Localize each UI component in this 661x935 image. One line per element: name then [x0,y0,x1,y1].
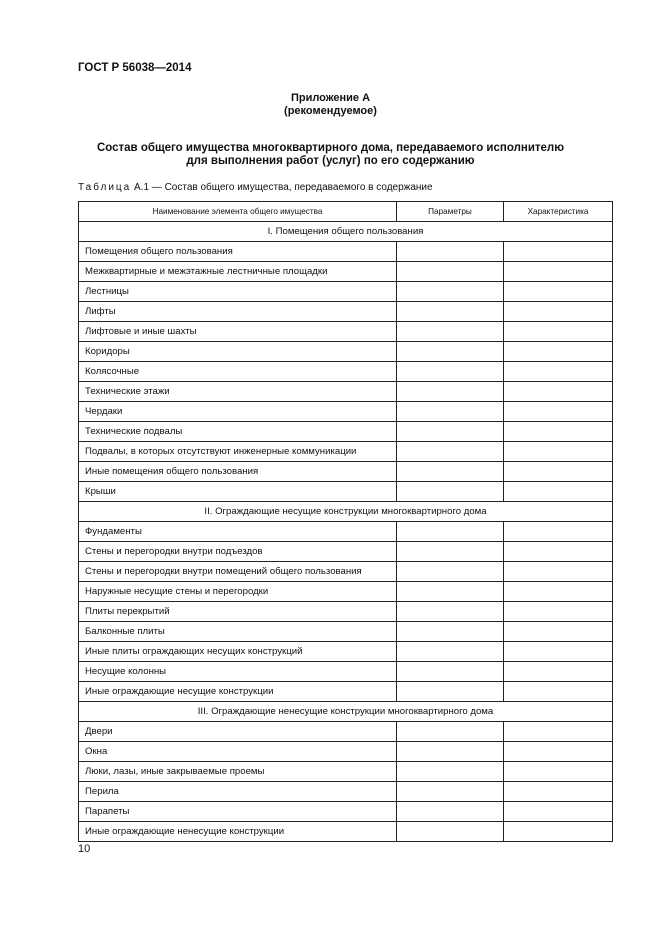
characteristic-cell [504,742,613,762]
section-row-title: III. Ограждающие ненесущие конструкции многоквартирного дома [79,702,613,722]
table-row [79,802,613,822]
table-row [79,562,613,582]
table-row [79,422,613,442]
characteristic-cell [504,562,613,582]
parameters-cell [397,382,504,402]
element-name-cell: Межквартирные и межэтажные лестничные площадки [79,262,397,282]
characteristic-cell [504,242,613,262]
section-row-title: I. Помещения общего пользования [79,222,613,242]
element-name-cell: Окна [79,742,397,762]
parameters-cell [397,622,504,642]
characteristic-cell [504,402,613,422]
parameters-cell [397,542,504,562]
section-row-title: II. Ограждающие несущие конструкции многоквартирного дома [79,502,613,522]
section-row [79,502,613,522]
characteristic-cell [504,802,613,822]
parameters-cell [397,242,504,262]
characteristic-cell [504,602,613,622]
characteristic-cell [504,722,613,742]
element-name-cell: Технические подвалы [79,422,397,442]
parameters-cell [397,582,504,602]
table-row [79,602,613,622]
table-row [79,622,613,642]
characteristic-cell [504,442,613,462]
element-name-cell: Лифтовые и иные шахты [79,322,397,342]
element-name-cell: Балконные плиты [79,622,397,642]
element-name-cell: Стены и перегородки внутри помещений общего пользования [79,562,397,582]
section-row [79,222,613,242]
characteristic-cell [504,382,613,402]
parameters-cell [397,282,504,302]
element-name-cell: Плиты перекрытий [79,602,397,622]
table-caption-text: А.1 — Состав общего имущества, передаваемого в содержание [131,182,433,193]
element-name-cell: Иные ограждающие ненесущие конструкции [79,822,397,842]
element-name-cell: Технические этажи [79,382,397,402]
table-row [79,442,613,462]
element-name-cell: Наружные несущие стены и перегородки [79,582,397,602]
parameters-cell [397,742,504,762]
page-number: 10 [78,843,91,855]
table-row [79,582,613,602]
parameters-cell [397,642,504,662]
table-row [79,542,613,562]
characteristic-cell [504,622,613,642]
parameters-cell [397,782,504,802]
characteristic-cell [504,582,613,602]
element-name-cell: Двери [79,722,397,742]
table-row [79,302,613,322]
section-heading [60,142,601,168]
characteristic-cell [504,762,613,782]
table-row [79,382,613,402]
section-title-line2: для выполнения работ (услуг) по его содержанию [186,155,475,167]
characteristic-cell [504,302,613,322]
parameters-cell [397,522,504,542]
element-name-cell: Несущие колонны [79,662,397,682]
characteristic-cell [504,522,613,542]
parameters-cell [397,422,504,442]
table-body [79,222,613,842]
characteristic-cell [504,422,613,442]
parameters-cell [397,362,504,382]
element-name-cell: Колясочные [79,362,397,382]
column-header-characteristic: Характеристика [504,202,613,222]
characteristic-cell [504,362,613,382]
parameters-cell [397,722,504,742]
parameters-cell [397,482,504,502]
table-row [79,242,613,262]
table-row [79,642,613,662]
parameters-cell [397,602,504,622]
appendix-title: Приложение А [290,92,371,104]
table-header-row [79,202,613,222]
document-code: ГОСТ Р 56038—2014 [78,62,192,74]
element-name-cell: Помещения общего пользования [79,242,397,262]
property-table [78,201,613,842]
parameters-cell [397,822,504,842]
table-row [79,742,613,762]
element-name-cell: Люки, лазы, иные закрываемые проемы [79,762,397,782]
column-header-parameters: Параметры [397,202,504,222]
parameters-cell [397,342,504,362]
element-name-cell: Парапеты [79,802,397,822]
parameters-cell [397,562,504,582]
table-row [79,482,613,502]
section-title-line1: Состав общего имущества многоквартирного дома, передаваемого исполнителю [96,142,565,154]
element-name-cell: Иные помещения общего пользования [79,462,397,482]
parameters-cell [397,682,504,702]
table-row [79,262,613,282]
table-row [79,402,613,422]
parameters-cell [397,762,504,782]
characteristic-cell [504,682,613,702]
characteristic-cell [504,822,613,842]
table-row [79,322,613,342]
characteristic-cell [504,322,613,342]
characteristic-cell [504,342,613,362]
element-name-cell: Иные плиты ограждающих несущих конструкций [79,642,397,662]
table-row [79,762,613,782]
characteristic-cell [504,482,613,502]
parameters-cell [397,802,504,822]
table-row [79,822,613,842]
element-name-cell: Фундаменты [79,522,397,542]
table-row [79,282,613,302]
appendix-subtitle: (рекомендуемое) [284,105,377,117]
table-row [79,462,613,482]
table-row [79,362,613,382]
characteristic-cell [504,542,613,562]
table-row [79,682,613,702]
section-row [79,702,613,722]
table-caption [78,182,433,193]
characteristic-cell [504,262,613,282]
element-name-cell: Перила [79,782,397,802]
table-row [79,722,613,742]
parameters-cell [397,262,504,282]
parameters-cell [397,322,504,342]
column-header-name: Наименование элемента общего имущества [79,202,397,222]
characteristic-cell [504,642,613,662]
parameters-cell [397,662,504,682]
characteristic-cell [504,782,613,802]
parameters-cell [397,402,504,422]
element-name-cell: Иные ограждающие несущие конструкции [79,682,397,702]
characteristic-cell [504,462,613,482]
element-name-cell: Подвалы, в которых отсутствуют инженерные коммуникации [79,442,397,462]
characteristic-cell [504,662,613,682]
element-name-cell: Стены и перегородки внутри подъездов [79,542,397,562]
element-name-cell: Лифты [79,302,397,322]
parameters-cell [397,302,504,322]
element-name-cell: Лестницы [79,282,397,302]
element-name-cell: Крыши [79,482,397,502]
appendix-heading [0,92,661,118]
table-row [79,782,613,802]
table-caption-prefix: Таблица [78,182,132,193]
element-name-cell: Чердаки [79,402,397,422]
element-name-cell: Коридоры [79,342,397,362]
characteristic-cell [504,282,613,302]
table-row [79,662,613,682]
parameters-cell [397,442,504,462]
table-row [79,522,613,542]
parameters-cell [397,462,504,482]
table-row [79,342,613,362]
